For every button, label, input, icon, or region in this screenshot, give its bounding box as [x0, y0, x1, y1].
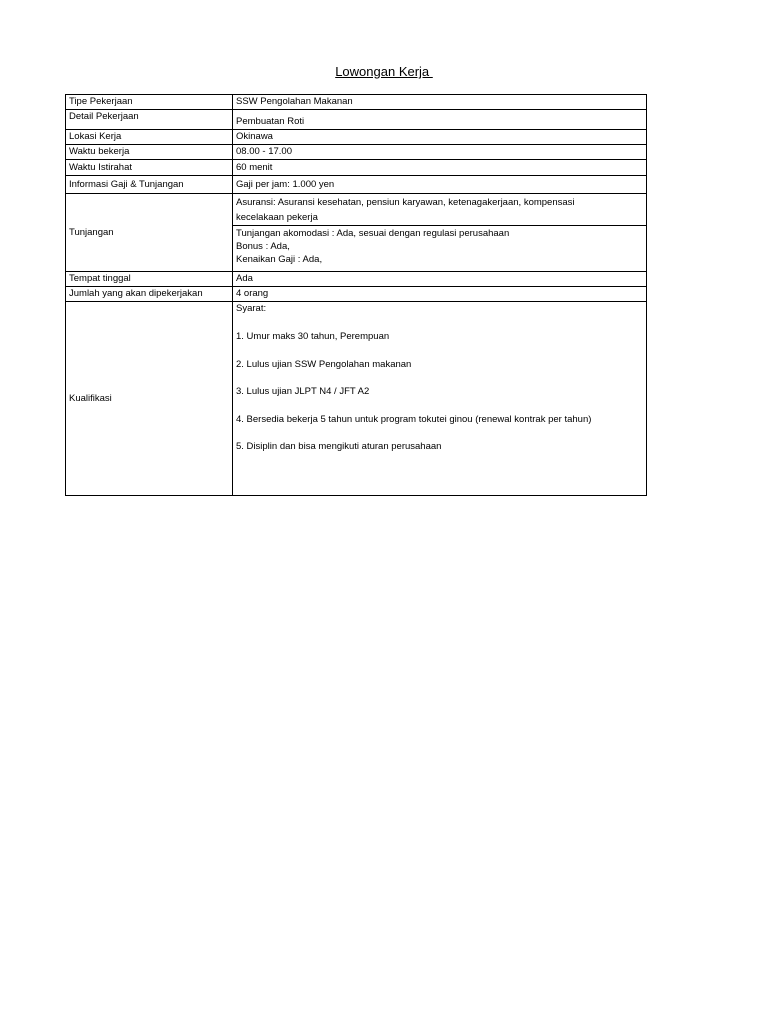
- label-tunjangan: Tunjangan: [66, 194, 233, 272]
- value-detail-pekerjaan: Pembuatan Roti: [233, 110, 647, 130]
- value-waktu-bekerja: 08.00 - 17.00: [233, 145, 647, 160]
- list-item: 1. Umur maks 30 tahun, Perempuan: [236, 331, 390, 342]
- label-waktu-istirahat: Waktu Istirahat: [66, 160, 233, 176]
- value-lokasi-kerja: Okinawa: [233, 130, 647, 145]
- label-informasi-gaji: Informasi Gaji & Tunjangan: [66, 176, 233, 194]
- table-row: [66, 145, 647, 160]
- label-lokasi-kerja: Lokasi Kerja: [66, 130, 233, 145]
- value-waktu-istirahat: 60 menit: [233, 160, 647, 176]
- table-row: [66, 302, 647, 496]
- list-item: 5. Disiplin dan bisa mengikuti aturan perusahaan: [236, 441, 442, 452]
- value-jumlah-dipekerjakan: 4 orang: [233, 287, 647, 302]
- list-item: 2. Lulus ujian SSW Pengolahan makanan: [236, 358, 412, 370]
- value-tunjangan-lain: [233, 226, 647, 272]
- table-row: [66, 287, 647, 302]
- value-kualifikasi: [233, 302, 647, 496]
- table-row: [66, 160, 647, 176]
- label-tipe-pekerjaan: Tipe Pekerjaan: [66, 95, 233, 110]
- tunjangan-kenaikan-gaji: Kenaikan Gaji : Ada,: [236, 254, 323, 265]
- value-informasi-gaji: Gaji per jam: 1.000 yen: [233, 176, 647, 194]
- page-title: Lowongan Kerja: [335, 64, 433, 79]
- value-tempat-tinggal: Ada: [233, 272, 647, 287]
- table-row: [66, 130, 647, 145]
- asuransi-line-2: kecelakaan pekerja: [236, 212, 318, 223]
- label-kualifikasi: Kualifikasi: [66, 302, 233, 496]
- table-row: [66, 194, 647, 226]
- label-jumlah-dipekerjakan: Jumlah yang akan dipekerjakan: [66, 287, 233, 302]
- value-tipe-pekerjaan: SSW Pengolahan Makanan: [233, 95, 647, 110]
- value-asuransi: [233, 194, 647, 226]
- label-tempat-tinggal: Tempat tinggal: [66, 272, 233, 287]
- list-item: 4. Bersedia bekerja 5 tahun untuk program tokutei ginou (renewal kontrak per tahun): [236, 413, 592, 425]
- tunjangan-bonus: Bonus : Ada,: [236, 241, 290, 252]
- list-item: 3. Lulus ujian JLPT N4 / JFT A2: [236, 386, 370, 397]
- table-row: [66, 176, 647, 194]
- tunjangan-akomodasi: Tunjangan akomodasi : Ada, sesuai dengan regulasi perusahaan: [236, 228, 510, 239]
- syarat-list: [236, 330, 643, 454]
- table-row: [66, 95, 647, 110]
- label-waktu-bekerja: Waktu bekerja: [66, 145, 233, 160]
- job-vacancy-table: [65, 94, 647, 496]
- label-detail-pekerjaan: Detail Pekerjaan: [66, 110, 233, 130]
- asuransi-line-1: Asuransi: Asuransi kesehatan, pensiun karyawan, ketenagakerjaan, kompensasi: [236, 197, 575, 208]
- table-row: [66, 272, 647, 287]
- syarat-heading: Syarat:: [236, 303, 267, 314]
- table-row: [66, 110, 647, 130]
